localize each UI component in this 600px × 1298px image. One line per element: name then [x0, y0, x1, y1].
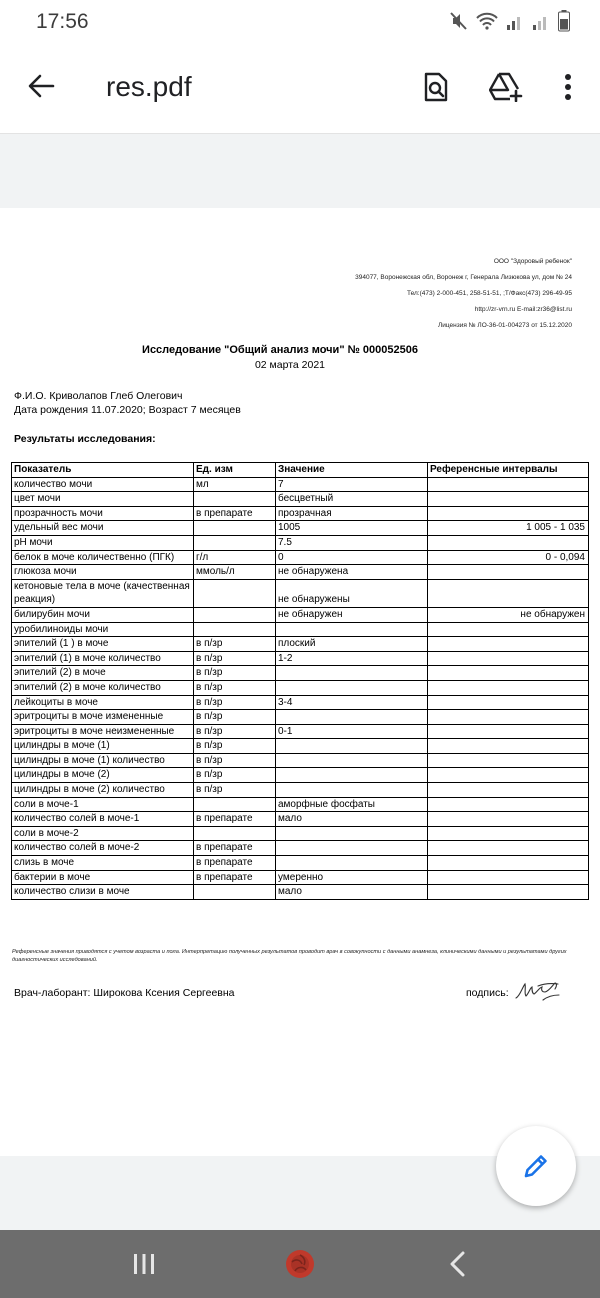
table-row [12, 841, 589, 856]
cell-value: 0-1 [276, 724, 428, 739]
table-row [12, 797, 589, 812]
org-web: http://zr-vrn.ru E-mail:zr36@list.ru [474, 306, 572, 313]
column-header: Значение [276, 463, 428, 478]
study-title: Исследование "Общий анализ мочи" № 000052506 [142, 344, 418, 356]
cell-parameter: слизь в моче [12, 856, 194, 871]
cell-unit [194, 826, 276, 841]
cell-reference [428, 477, 589, 492]
cell-reference [428, 783, 589, 798]
cell-parameter: глюкоза мочи [12, 565, 194, 580]
table-header-row [12, 463, 589, 478]
cell-value [276, 739, 428, 754]
cell-parameter: эритроциты в моче неизмененные [12, 724, 194, 739]
cell-value: 3-4 [276, 695, 428, 710]
column-header: Показатель [12, 463, 194, 478]
cell-reference [428, 768, 589, 783]
cell-parameter: цилиндры в моче (2) [12, 768, 194, 783]
table-row [12, 812, 589, 827]
cell-value: 1-2 [276, 651, 428, 666]
cell-unit: мл [194, 477, 276, 492]
cell-reference [428, 680, 589, 695]
cell-parameter: эпителий (2) в моче количество [12, 680, 194, 695]
cell-value [276, 622, 428, 637]
cell-parameter: цилиндры в моче (1) [12, 739, 194, 754]
system-nav-bar [0, 1230, 600, 1298]
cell-value: не обнаружены [276, 579, 428, 607]
table-row [12, 710, 589, 725]
table-row [12, 885, 589, 900]
cell-unit: в п/зр [194, 710, 276, 725]
cell-unit: в п/зр [194, 637, 276, 652]
cell-unit: в п/зр [194, 680, 276, 695]
back-nav-button[interactable] [446, 1248, 468, 1280]
cell-value: плоский [276, 637, 428, 652]
cell-reference [428, 753, 589, 768]
cell-unit [194, 607, 276, 622]
wifi-icon [476, 11, 498, 31]
cell-value [276, 753, 428, 768]
status-bar [0, 0, 600, 45]
cell-reference [428, 651, 589, 666]
cell-value [276, 841, 428, 856]
patient-name: Ф.И.О. Криволапов Глеб Олегович [14, 390, 183, 402]
organization-header [355, 254, 572, 334]
pdf-page[interactable] [0, 208, 600, 1156]
cell-value [276, 710, 428, 725]
cell-parameter: соли в моче-1 [12, 797, 194, 812]
cell-unit: в препарате [194, 812, 276, 827]
cell-reference: 0 - 0,094 [428, 550, 589, 565]
cell-reference [428, 666, 589, 681]
cell-value: мало [276, 812, 428, 827]
home-button[interactable] [283, 1248, 317, 1280]
cell-reference [428, 579, 589, 607]
cell-value [276, 680, 428, 695]
cell-unit: в п/зр [194, 666, 276, 681]
cell-parameter: белок в моче количественно (ПГК) [12, 550, 194, 565]
cell-reference [428, 622, 589, 637]
cell-unit: в п/зр [194, 739, 276, 754]
cell-parameter: бактерии в моче [12, 870, 194, 885]
table-row [12, 739, 589, 754]
cell-reference [428, 826, 589, 841]
cell-value: мало [276, 885, 428, 900]
add-to-drive-button[interactable] [488, 69, 524, 105]
cell-unit: в п/зр [194, 783, 276, 798]
search-document-icon [423, 72, 449, 102]
cell-reference [428, 637, 589, 652]
cell-value: 7 [276, 477, 428, 492]
cell-unit: в препарате [194, 506, 276, 521]
study-date: 02 марта 2021 [254, 359, 326, 371]
back-button[interactable] [24, 69, 58, 103]
cell-reference [428, 885, 589, 900]
cell-unit: в препарате [194, 841, 276, 856]
cell-parameter: соли в моче-2 [12, 826, 194, 841]
cell-parameter: количество мочи [12, 477, 194, 492]
cell-parameter: цилиндры в моче (1) количество [12, 753, 194, 768]
recent-apps-button[interactable] [130, 1248, 158, 1280]
cell-unit: в п/зр [194, 695, 276, 710]
cell-unit [194, 521, 276, 536]
cell-parameter: количество солей в моче-2 [12, 841, 194, 856]
cell-value: умеренно [276, 870, 428, 885]
cell-unit [194, 885, 276, 900]
home-rose-icon [283, 1248, 317, 1280]
table-row [12, 535, 589, 550]
cell-reference [428, 492, 589, 507]
results-heading: Результаты исследования: [14, 433, 156, 445]
cell-unit: в п/зр [194, 753, 276, 768]
signature-label: подпись: [466, 987, 509, 999]
table-row [12, 695, 589, 710]
cell-parameter: билирубин мочи [12, 607, 194, 622]
table-row [12, 622, 589, 637]
patient-dob: Дата рождения 11.07.2020; Возраст 7 месяцев [14, 404, 241, 416]
table-row [12, 666, 589, 681]
cell-parameter: количество солей в моче-1 [12, 812, 194, 827]
org-name: ООО "Здоровый ребенок" [493, 258, 572, 265]
cell-parameter: удельный вес мочи [12, 521, 194, 536]
more-options-button[interactable] [550, 69, 586, 105]
cell-reference [428, 739, 589, 754]
status-time: 17:56 [36, 10, 89, 33]
cell-unit: в препарате [194, 870, 276, 885]
cell-reference [428, 856, 589, 871]
add-to-drive-icon [489, 72, 523, 102]
cell-parameter: эпителий (2) в моче [12, 666, 194, 681]
table-row [12, 783, 589, 798]
cell-value: аморфные фосфаты [276, 797, 428, 812]
table-row [12, 856, 589, 871]
column-header: Ед. изм [194, 463, 276, 478]
battery-icon [558, 10, 570, 32]
table-row [12, 826, 589, 841]
table-row [12, 550, 589, 565]
cell-unit: в п/зр [194, 724, 276, 739]
document-title: res.pdf [106, 71, 192, 102]
table-row [12, 607, 589, 622]
cell-unit: в п/зр [194, 768, 276, 783]
chevron-left-icon [448, 1250, 466, 1278]
cell-reference [428, 797, 589, 812]
cell-reference: 1 005 - 1 035 [428, 521, 589, 536]
search-document-button[interactable] [418, 69, 454, 105]
results-table [11, 462, 589, 900]
cell-value: 0 [276, 550, 428, 565]
cell-parameter: уробилиноиды мочи [12, 622, 194, 637]
signal-icon-1 [506, 11, 524, 31]
table-row [12, 565, 589, 580]
cell-reference: не обнаружен [428, 607, 589, 622]
edit-pencil-icon [522, 1152, 550, 1180]
table-row [12, 579, 589, 607]
cell-value: 1005 [276, 521, 428, 536]
cell-unit: в п/зр [194, 651, 276, 666]
reference-note: Референсные значения приводятся с учетом возраста и пола. Интерпретацию полученных результатов проводит врач в совокупности с данными анамнеза, клиническими данными и результатами других диагностических исследований. [12, 949, 567, 963]
cell-unit [194, 622, 276, 637]
cell-value [276, 768, 428, 783]
cell-value: бесцветный [276, 492, 428, 507]
viewer-background-top [0, 134, 600, 208]
table-row [12, 724, 589, 739]
cell-reference [428, 565, 589, 580]
cell-parameter: кетоновые тела в моче (качественная реакция) [12, 579, 194, 607]
status-icons [450, 10, 570, 32]
edit-fab-button[interactable] [496, 1126, 576, 1206]
cell-reference [428, 841, 589, 856]
cell-unit [194, 535, 276, 550]
signal-icon-2 [532, 11, 550, 31]
more-vert-icon [564, 73, 572, 101]
cell-reference [428, 724, 589, 739]
cell-value: прозрачная [276, 506, 428, 521]
cell-value [276, 856, 428, 871]
org-license: Лицензия № ЛО-36-01-004273 от 15.12.2020 [437, 322, 572, 329]
cell-value [276, 826, 428, 841]
table-row [12, 477, 589, 492]
cell-reference [428, 535, 589, 550]
arrow-back-icon [27, 73, 55, 99]
cell-parameter: pH мочи [12, 535, 194, 550]
mute-icon [450, 11, 468, 31]
table-row [12, 651, 589, 666]
cell-reference [428, 695, 589, 710]
cell-reference [428, 812, 589, 827]
table-row [12, 753, 589, 768]
cell-value: 7.5 [276, 535, 428, 550]
table-row [12, 492, 589, 507]
table-row [12, 768, 589, 783]
cell-unit [194, 797, 276, 812]
cell-parameter: количество слизи в моче [12, 885, 194, 900]
cell-value: не обнаружен [276, 607, 428, 622]
table-row [12, 680, 589, 695]
cell-reference [428, 710, 589, 725]
cell-parameter: лейкоциты в моче [12, 695, 194, 710]
cell-value [276, 783, 428, 798]
recent-apps-icon [131, 1252, 157, 1276]
cell-parameter: цвет мочи [12, 492, 194, 507]
signature-image [513, 978, 565, 1004]
column-header: Референсные интервалы [428, 463, 589, 478]
cell-value: не обнаружена [276, 565, 428, 580]
table-row [12, 506, 589, 521]
table-row [12, 637, 589, 652]
table-row [12, 870, 589, 885]
cell-unit: г/л [194, 550, 276, 565]
cell-reference [428, 870, 589, 885]
lab-doctor: Врач-лаборант: Широкова Ксения Сергеевна [14, 987, 235, 999]
patient-info [14, 389, 241, 417]
cell-parameter: эритроциты в моче измененные [12, 710, 194, 725]
app-bar [0, 45, 600, 134]
cell-unit: в препарате [194, 856, 276, 871]
cell-value [276, 666, 428, 681]
cell-unit [194, 579, 276, 607]
cell-parameter: эпителий (1 ) в моче [12, 637, 194, 652]
cell-parameter: цилиндры в моче (2) количество [12, 783, 194, 798]
org-phone: Тел:(473) 2-000-451, 258-51-51, ;Т/Факс(473) 296-49-95 [407, 290, 572, 297]
org-address: 394077, Воронежская обл, Воронеж г, Генерала Лизюкова ул, дом № 24 [355, 274, 572, 281]
cell-unit [194, 492, 276, 507]
cell-parameter: прозрачность мочи [12, 506, 194, 521]
table-row [12, 521, 589, 536]
cell-reference [428, 506, 589, 521]
cell-unit: ммоль/л [194, 565, 276, 580]
cell-parameter: эпителий (1) в моче количество [12, 651, 194, 666]
